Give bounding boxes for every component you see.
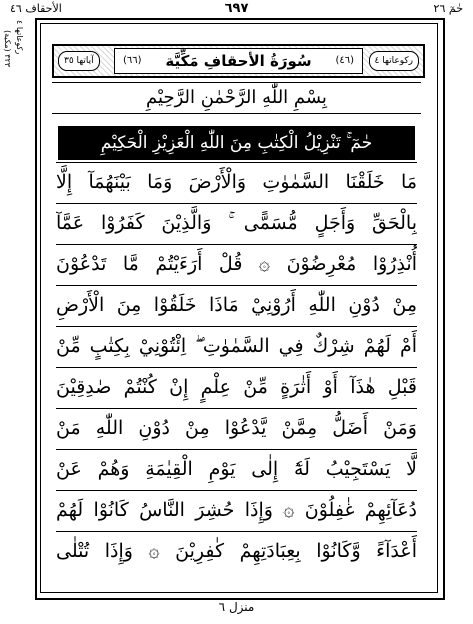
ayat-badge: آياتها ٣٥ — [58, 51, 100, 71]
margin-note: ٣٢٣ (مكية) — [3, 30, 12, 68]
verse-line: قَبْلِ هٰذَآ أَوْ أَثٰرَةٍ مِّنْ عِلْمٍ إِنْ كُنْتُمْ صٰدِقِيْنَ — [56, 367, 417, 406]
verse-line: لَّا يَسْتَجِيْبُ لَهٗٓ إِلٰى يَوْمِ الْقِيٰمَةِ وَهُمْ عَنْ — [56, 449, 417, 488]
surah-title-box — [114, 48, 363, 74]
ruku-badge: ركوعاتها ٤ — [369, 51, 420, 71]
header-surah-title: الأحقاف ٤٦ — [10, 2, 62, 15]
page-number: ٦٩٧ — [224, 1, 249, 16]
surah-title: سُورَةُ الأحقافِ مَكِّيَّة — [165, 52, 312, 70]
surah-order-number: (٦٦) — [123, 55, 142, 66]
bismillah: بِسْمِ اللّٰهِ الرَّحْمٰنِ الرَّحِيْمِ — [52, 82, 421, 114]
opening-verse-highlight: حٰمٓ ۚ تَنْزِيْلُ الْكِتٰبِ مِنَ اللّٰهِ الْعَزِيْزِ الْحَكِيْمِ — [58, 126, 415, 160]
verse-line: دُعَآئِهِمْ غٰفِلُوْنَ ۞ وَإِذَا حُشِرَ النَّاسُ كَانُوْا لَهُمْ — [56, 490, 417, 529]
verse-line: مِنْ دُوْنِ اللّٰهِ أَرُوْنِيْ مَاذَا خَلَقُوْا مِنَ الْأَرْضِ — [56, 285, 417, 324]
verse-line: وَمَنْ أَضَلُّ مِمَّنْ يَّدْعُوْا مِنْ دُوْنِ اللّٰهِ مَنْ — [56, 408, 417, 447]
verse-line: أَعْدَآءً وَّكَانُوْا بِعِبَادَتِهِمْ كٰفِرِيْنَ ۞ وَإِذَا تُتْلٰى — [56, 531, 417, 570]
verse-line: أَمْ لَهُمْ شِرْكٌ فِي السَّمٰوٰتِ ۖ اِئْتُوْنِيْ بِكِتٰبٍ مِّنْ — [56, 326, 417, 365]
margin-ruku-note: ركوعاتها ٤ — [15, 20, 24, 55]
verse-line: بِالْحَقِّ وَأَجَلٍ مُّسَمًّى ۚ وَالَّذِيْنَ كَفَرُوْا عَمَّآ — [56, 203, 417, 242]
surah-banner — [52, 44, 425, 78]
verse-line: أُنْذِرُوْا مُعْرِضُوْنَ ۞ قُلْ أَرَءَيْتُمْ مَّا تَدْعُوْنَ — [56, 244, 417, 283]
manzil-marker: منزل ٦ — [218, 600, 255, 614]
header-surah-name: حٰمٓ ٢٦ — [433, 2, 463, 15]
surah-number: (٤٦) — [335, 55, 354, 66]
verse-line: مَا خَلَقْنَا السَّمٰوٰتِ وَالْأَرْضَ وَمَا بَيْنَهُمَآ إِلَّا — [56, 162, 417, 201]
